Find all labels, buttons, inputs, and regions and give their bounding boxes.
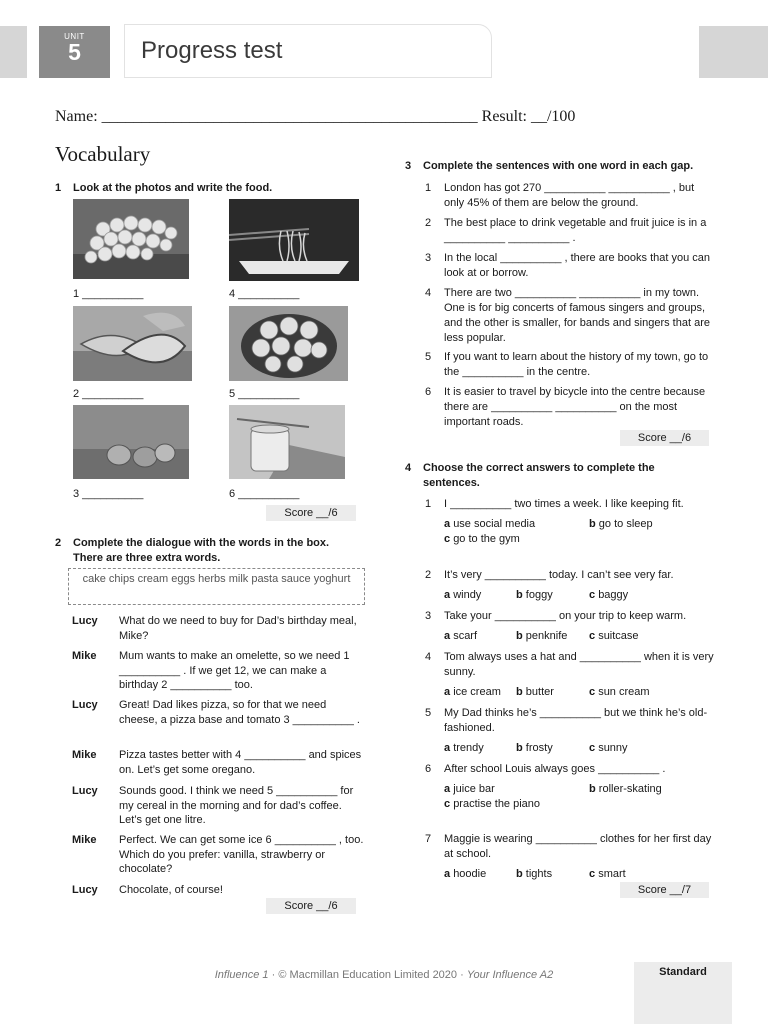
q4-item <box>405 832 715 862</box>
option-text: sun cream <box>598 686 650 698</box>
item-text: My Dad thinks he’s __________ but we think he’s old-fashioned. <box>444 707 708 734</box>
page-title: Progress test <box>141 37 283 64</box>
q3-sentence <box>405 286 715 346</box>
dialogue-line: Great! Dad likes pizza, so for that we need cheese, a pizza base and tomato 3 __________ . <box>119 699 360 726</box>
q1-score: Score __/6 <box>266 505 356 521</box>
unit-label: UNIT <box>64 32 85 41</box>
option-text: go to sleep <box>598 518 653 530</box>
option-text: butter <box>525 686 554 698</box>
sentence-number: 4 <box>425 287 432 299</box>
option-text: baggy <box>598 589 629 601</box>
option-letter: a <box>444 518 451 530</box>
q3-sentence <box>405 385 715 430</box>
item-text: Maggie is wearing __________ clothes for her first day at school. <box>444 833 712 860</box>
option-letter: a <box>444 868 451 880</box>
q3-score: Score __/6 <box>620 430 709 446</box>
option-text: roller-skating <box>598 783 662 795</box>
q3-sentence <box>405 216 715 246</box>
item-text: It’s very __________ today. I can’t see very far. <box>444 569 674 581</box>
sentence-number: 1 <box>425 182 432 194</box>
option-text: foggy <box>525 589 553 601</box>
option-c[interactable] <box>444 532 520 547</box>
option-text: windy <box>453 589 482 601</box>
sentence-number: 2 <box>425 217 432 229</box>
option-text: use social media <box>453 518 536 530</box>
dialogue-speaker: Mike <box>72 650 97 662</box>
option-text: scarf <box>453 630 478 642</box>
option-b[interactable] <box>589 517 653 532</box>
dialogue-speaker: Mike <box>72 834 97 846</box>
q3-number: 3 <box>405 160 412 172</box>
dialogue-speaker: Lucy <box>72 615 98 627</box>
q3-instruction: Complete the sentences with one word in each gap. <box>423 160 694 172</box>
option-c[interactable] <box>589 741 628 756</box>
option-a[interactable] <box>444 685 501 700</box>
q4-heading <box>405 461 705 491</box>
photo-caption-2: 2 __________ <box>73 388 144 400</box>
sentence-number: 5 <box>425 351 432 363</box>
photo-caption-6: 6 __________ <box>229 488 300 500</box>
dialogue-speaker: Lucy <box>72 699 98 711</box>
option-letter: c <box>589 742 596 754</box>
dialogue-speaker: Lucy <box>72 785 98 797</box>
q4-item <box>405 762 715 777</box>
photo-caption-4: 4 __________ <box>229 288 300 300</box>
item-number: 5 <box>425 707 432 719</box>
option-letter: a <box>444 686 451 698</box>
q2-score: Score __/6 <box>266 898 356 914</box>
option-a[interactable] <box>444 867 486 882</box>
q3-heading <box>405 159 725 174</box>
footer-book: Influence 1 <box>214 969 269 981</box>
level-box <box>634 962 732 1024</box>
option-letter: b <box>589 783 596 795</box>
dialogue-line: What do we need to buy for Dad’s birthday meal, Mike? <box>119 615 357 642</box>
photo-melon <box>73 306 192 381</box>
q4-instruction: Choose the correct answers to complete the sentences. <box>423 462 655 489</box>
option-c[interactable] <box>589 867 626 882</box>
option-letter: a <box>444 630 451 642</box>
photo-caption-3: 3 __________ <box>73 488 144 500</box>
option-text: practise the piano <box>453 798 541 810</box>
sentence-text: The best place to drink vegetable and fruit juice is in a __________ __________ . <box>444 217 707 244</box>
item-text: Take your __________ on your trip to keep warm. <box>444 610 687 622</box>
option-text: go to the gym <box>453 533 520 545</box>
header-right-tab <box>699 26 768 78</box>
q2-number: 2 <box>55 537 62 549</box>
option-a[interactable] <box>444 588 481 603</box>
option-text: suitcase <box>598 630 639 642</box>
dialogue-line: Pizza tastes better with 4 __________ and spices on. Let’s get some oregano. <box>119 749 362 776</box>
item-number: 1 <box>425 498 432 510</box>
option-letter: b <box>516 742 523 754</box>
sentence-text: If you want to learn about the history of my town, go to the __________ in the centre. <box>444 351 709 378</box>
unit-number: 5 <box>68 39 81 65</box>
level-label: Standard <box>659 966 707 978</box>
option-b[interactable] <box>516 588 553 603</box>
item-number: 2 <box>425 569 432 581</box>
option-letter: c <box>589 589 596 601</box>
header-left-tab <box>0 26 27 78</box>
q4-item <box>405 706 715 736</box>
sentence-text: It is easier to travel by bicycle into the centre because there are __________ __________ on the most important roads. <box>444 386 706 428</box>
option-letter: c <box>444 533 451 545</box>
option-text: smart <box>598 868 626 880</box>
q3-sentence <box>405 251 715 281</box>
item-number: 7 <box>425 833 432 845</box>
photo-onions <box>73 405 189 479</box>
q4-item <box>405 650 715 680</box>
option-text: tights <box>525 868 553 880</box>
q4-item <box>405 609 715 624</box>
unit-badge <box>39 26 110 78</box>
item-text: I __________ two times a week. I like keeping fit. <box>444 498 684 510</box>
sentence-number: 6 <box>425 386 432 398</box>
name-result-line: Name: _______________________________________________ Result: __/100 <box>55 108 576 125</box>
option-text: sunny <box>598 742 628 754</box>
q4-item <box>405 497 715 512</box>
q1-instruction: Look at the photos and write the food. <box>73 182 273 194</box>
word-box: cake chips cream eggs herbs milk pasta sauce yoghurt <box>68 568 365 605</box>
q3-sentence <box>405 350 715 380</box>
option-c[interactable] <box>589 685 650 700</box>
photo-grapes <box>73 199 189 279</box>
item-text: Tom always uses a hat and __________ when it is very sunny. <box>444 651 714 678</box>
dialogue-speaker: Lucy <box>72 884 98 896</box>
dialogue-line: Mum wants to make an omelette, so we need 1 __________ . If we get 12, we can make a birthday 2 __________ too. <box>119 650 350 691</box>
item-number: 3 <box>425 610 432 622</box>
option-letter: c <box>589 630 596 642</box>
option-c[interactable] <box>589 629 639 644</box>
photo-mushrooms <box>229 306 348 381</box>
option-b[interactable] <box>516 685 554 700</box>
section-title: Vocabulary <box>55 142 151 166</box>
footer-copyright: · © Macmillan Education Limited 2020 · <box>268 969 467 981</box>
item-text: After school Louis always goes __________ . <box>444 763 666 775</box>
option-b[interactable] <box>516 629 567 644</box>
title-box <box>124 24 492 78</box>
option-letter: b <box>516 686 523 698</box>
dialogue-line: Perfect. We can get some ice 6 __________ , too. Which do you prefer: vanilla, strawberry or chocolate? <box>119 834 364 875</box>
option-text: ice cream <box>453 686 501 698</box>
option-letter: b <box>516 589 523 601</box>
option-b[interactable] <box>589 782 662 797</box>
option-letter: a <box>444 742 451 754</box>
option-letter: c <box>589 868 596 880</box>
q3-sentence <box>405 181 715 211</box>
q1-number: 1 <box>55 182 62 194</box>
option-a[interactable] <box>444 782 495 797</box>
q1-heading <box>55 181 355 196</box>
photo-caption-1: 1 __________ <box>73 288 144 300</box>
option-b[interactable] <box>516 741 553 756</box>
sentence-text: In the local __________ , there are books that you can look at or borrow. <box>444 252 711 279</box>
q2-instruction: Complete the dialogue with the words in the box. There are three extra words. <box>73 537 330 564</box>
item-number: 4 <box>425 651 432 663</box>
q2-heading <box>55 536 355 566</box>
option-letter: b <box>516 630 523 642</box>
option-c[interactable] <box>589 588 628 603</box>
option-a[interactable] <box>444 517 535 532</box>
option-text: penknife <box>525 630 568 642</box>
option-a[interactable] <box>444 741 484 756</box>
option-c[interactable] <box>444 797 540 812</box>
option-text: hoodie <box>453 868 487 880</box>
option-letter: c <box>444 798 451 810</box>
option-a[interactable] <box>444 629 477 644</box>
dialogue-speaker: Mike <box>72 749 97 761</box>
option-letter: a <box>444 589 451 601</box>
footer-series: Your Influence A2 <box>466 969 554 981</box>
option-letter: b <box>589 518 596 530</box>
photo-caption-5: 5 __________ <box>229 388 300 400</box>
q4-score: Score __/7 <box>620 882 709 898</box>
option-text: trendy <box>453 742 484 754</box>
option-letter: a <box>444 783 451 795</box>
photo-noodles <box>229 199 359 281</box>
item-number: 6 <box>425 763 432 775</box>
option-text: frosty <box>525 742 553 754</box>
option-b[interactable] <box>516 867 552 882</box>
option-text: juice bar <box>453 783 495 795</box>
dialogue-line: Chocolate, of course! <box>119 884 223 896</box>
q4-number: 4 <box>405 462 412 474</box>
q4-item <box>405 568 715 583</box>
sentence-number: 3 <box>425 252 432 264</box>
sentence-text: There are two __________ __________ in my town. One is for big concerts of famous singers and groups, and the other is smaller, for bands and singers that are less popular. <box>444 287 710 344</box>
photo-yoghurt <box>229 405 345 479</box>
dialogue-line: Sounds good. I think we need 5 __________ for my cereal in the morning and for dad’s coffee. Let’s get one litre. <box>119 785 354 826</box>
option-letter: c <box>589 686 596 698</box>
sentence-text: London has got 270 __________ __________ , but only 45% of them are below the ground. <box>444 182 695 209</box>
option-letter: b <box>516 868 523 880</box>
